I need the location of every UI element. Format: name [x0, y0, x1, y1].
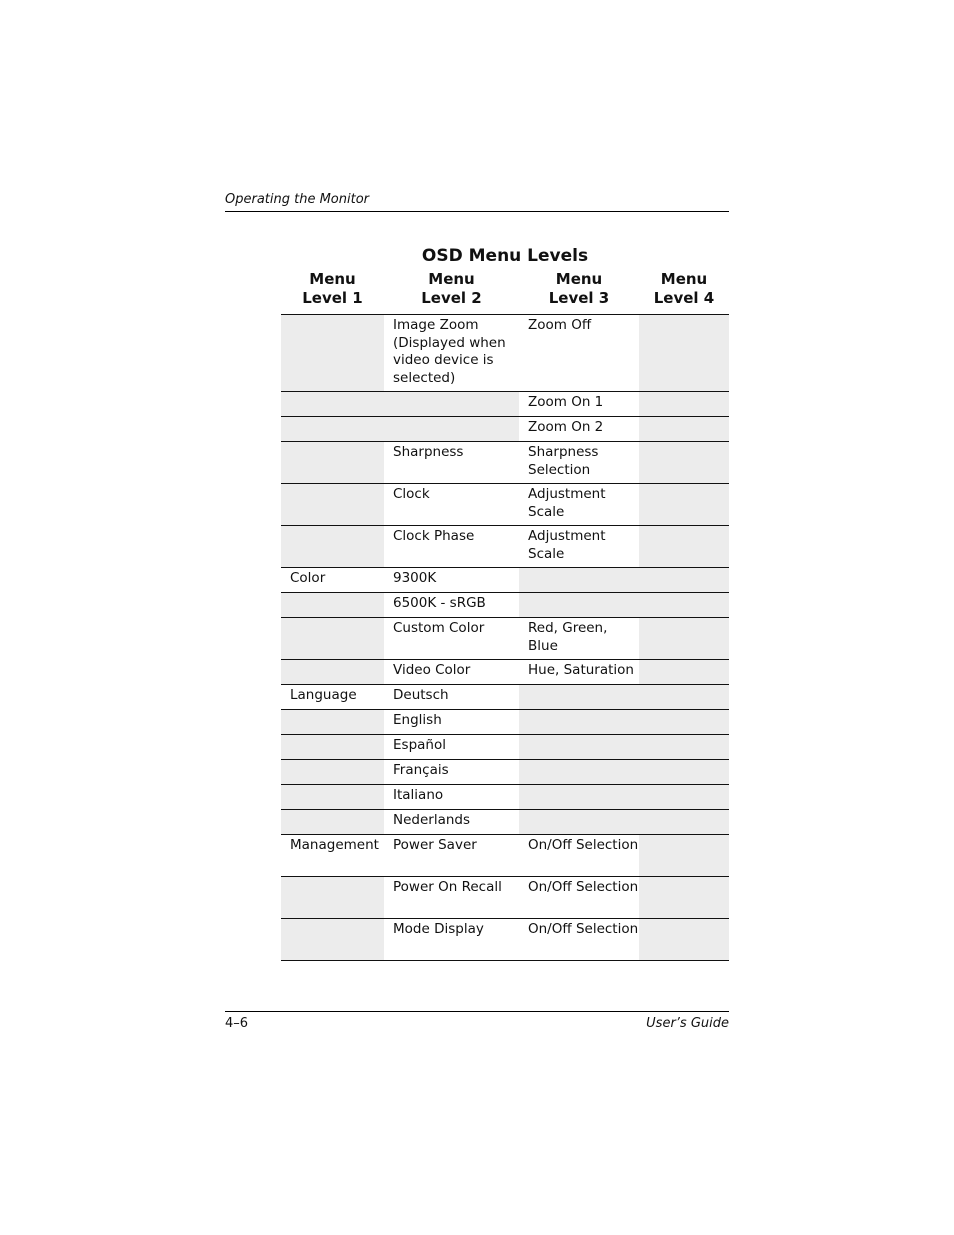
guide-title: User’s Guide — [646, 1016, 729, 1031]
table-title: OSD Menu Levels — [421, 246, 589, 266]
table-cell-level-1 — [281, 810, 384, 834]
table-cell-level-1 — [281, 877, 384, 918]
table-cell-level-4 — [639, 315, 729, 391]
table-cell-level-4 — [639, 484, 729, 525]
table-cell-level-4 — [639, 593, 729, 617]
table-cell-level-3 — [519, 568, 639, 592]
table-cell-level-2: Custom Color — [393, 620, 485, 636]
table-row — [281, 759, 729, 784]
table-cell-level-4 — [639, 735, 729, 759]
table-cell-level-1 — [281, 919, 384, 960]
table-cell-level-1 — [281, 484, 384, 525]
table-row — [281, 709, 729, 734]
table-cell-level-4 — [639, 392, 729, 416]
table-cell-level-4 — [639, 618, 729, 659]
column-header-level-4: Menu Level 4 — [653, 270, 715, 307]
table-cell-level-3: On/Off Selection — [528, 921, 639, 937]
table-cell-level-2: 6500K - sRGB — [393, 595, 486, 611]
table-row — [281, 525, 729, 567]
table-cell-level-1 — [281, 618, 384, 659]
table-cell-level-2 — [384, 417, 519, 441]
table-cell-level-1 — [281, 710, 384, 734]
page-footer — [225, 1011, 729, 1031]
table-cell-level-4 — [639, 568, 729, 592]
table-cell-level-3 — [519, 593, 639, 617]
table-cell-level-4 — [639, 685, 729, 709]
column-header-level-1: Menu Level 1 — [302, 270, 363, 307]
table-cell-level-4 — [639, 526, 729, 567]
table-cell-level-4 — [639, 835, 729, 876]
table-cell-level-4 — [639, 710, 729, 734]
table-cell-level-4 — [639, 919, 729, 960]
table-cell-level-2: Power Saver — [393, 837, 477, 853]
table-row — [281, 659, 729, 684]
table-cell-level-4 — [639, 442, 729, 483]
table-cell-level-2: Mode Display — [393, 921, 484, 937]
table-row — [281, 441, 729, 483]
running-head: Operating the Monitor — [225, 191, 729, 212]
table-cell-level-2: Power On Recall — [393, 879, 502, 895]
table-cell-level-3 — [519, 810, 639, 834]
table-cell-level-3 — [519, 735, 639, 759]
table-row — [281, 684, 729, 709]
table-cell-level-2: Image Zoom (Displayed when video device is selected) — [393, 317, 506, 386]
table-row — [281, 918, 729, 961]
table-cell-level-3: Adjustment Scale — [528, 486, 606, 520]
table-cell-level-1 — [281, 526, 384, 567]
table-row — [281, 483, 729, 525]
table-cell-level-4 — [639, 417, 729, 441]
table-cell-level-3: Sharpness Selection — [528, 444, 599, 478]
table-cell-level-3 — [519, 685, 639, 709]
table-cell-level-2: Italiano — [393, 787, 444, 803]
table-cell-level-1 — [281, 442, 384, 483]
table-cell-level-2: Français — [393, 762, 449, 778]
table-cell-level-1 — [281, 785, 384, 809]
table-cell-level-3 — [519, 760, 639, 784]
table-cell-level-4 — [639, 660, 729, 684]
table-cell-level-3: Hue, Saturation — [528, 662, 634, 678]
table-cell-level-2: Clock Phase — [393, 528, 475, 544]
table-cell-level-2: Clock — [393, 486, 430, 502]
table-header-row — [281, 270, 729, 314]
table-row — [281, 734, 729, 759]
table-cell-level-1: Color — [290, 570, 326, 586]
table-cell-level-2: Deutsch — [393, 687, 449, 703]
table-cell-level-4 — [639, 785, 729, 809]
page-number: 4–6 — [225, 1016, 249, 1031]
table-cell-level-3: Zoom Off — [528, 317, 592, 333]
table-row — [281, 416, 729, 441]
table-cell-level-4 — [639, 810, 729, 834]
table-cell-level-3 — [519, 710, 639, 734]
table-cell-level-3: On/Off Selection — [528, 837, 639, 853]
table-cell-level-3: On/Off Selection — [528, 879, 639, 895]
column-header-level-3: Menu Level 3 — [548, 270, 610, 307]
table-cell-level-1: Language — [290, 687, 357, 703]
table-row — [281, 617, 729, 659]
table-cell-level-1 — [281, 735, 384, 759]
table-cell-level-4 — [639, 760, 729, 784]
table-row — [281, 391, 729, 416]
table-cell-level-3: Red, Green, Blue — [528, 620, 608, 654]
table-row — [281, 592, 729, 617]
table-cell-level-3: Zoom On 2 — [528, 419, 604, 435]
table-cell-level-1 — [281, 760, 384, 784]
table-cell-level-2: English — [393, 712, 442, 728]
table-cell-level-2 — [384, 392, 519, 416]
table-cell-level-1 — [281, 315, 384, 391]
table-row — [281, 876, 729, 918]
table-row — [281, 567, 729, 592]
table-row — [281, 809, 729, 834]
table-cell-level-1 — [281, 660, 384, 684]
table-cell-level-1 — [281, 593, 384, 617]
table-row — [281, 784, 729, 809]
table-cell-level-2: Video Color — [393, 662, 471, 678]
table-row — [281, 314, 729, 391]
table-cell-level-1 — [281, 392, 384, 416]
table-cell-level-2: Nederlands — [393, 812, 471, 828]
table-cell-level-2: Español — [393, 737, 446, 753]
table-cell-level-4 — [639, 877, 729, 918]
table-cell-level-3 — [519, 785, 639, 809]
table-cell-level-3: Zoom On 1 — [528, 394, 604, 410]
table-cell-level-1 — [281, 417, 384, 441]
table-cell-level-2: 9300K — [393, 570, 437, 586]
table-cell-level-3: Adjustment Scale — [528, 528, 606, 562]
table-row — [281, 834, 729, 876]
table-cell-level-2: Sharpness — [393, 444, 464, 460]
table-cell-level-1: Management — [290, 837, 379, 853]
column-header-level-2: Menu Level 2 — [421, 270, 482, 307]
